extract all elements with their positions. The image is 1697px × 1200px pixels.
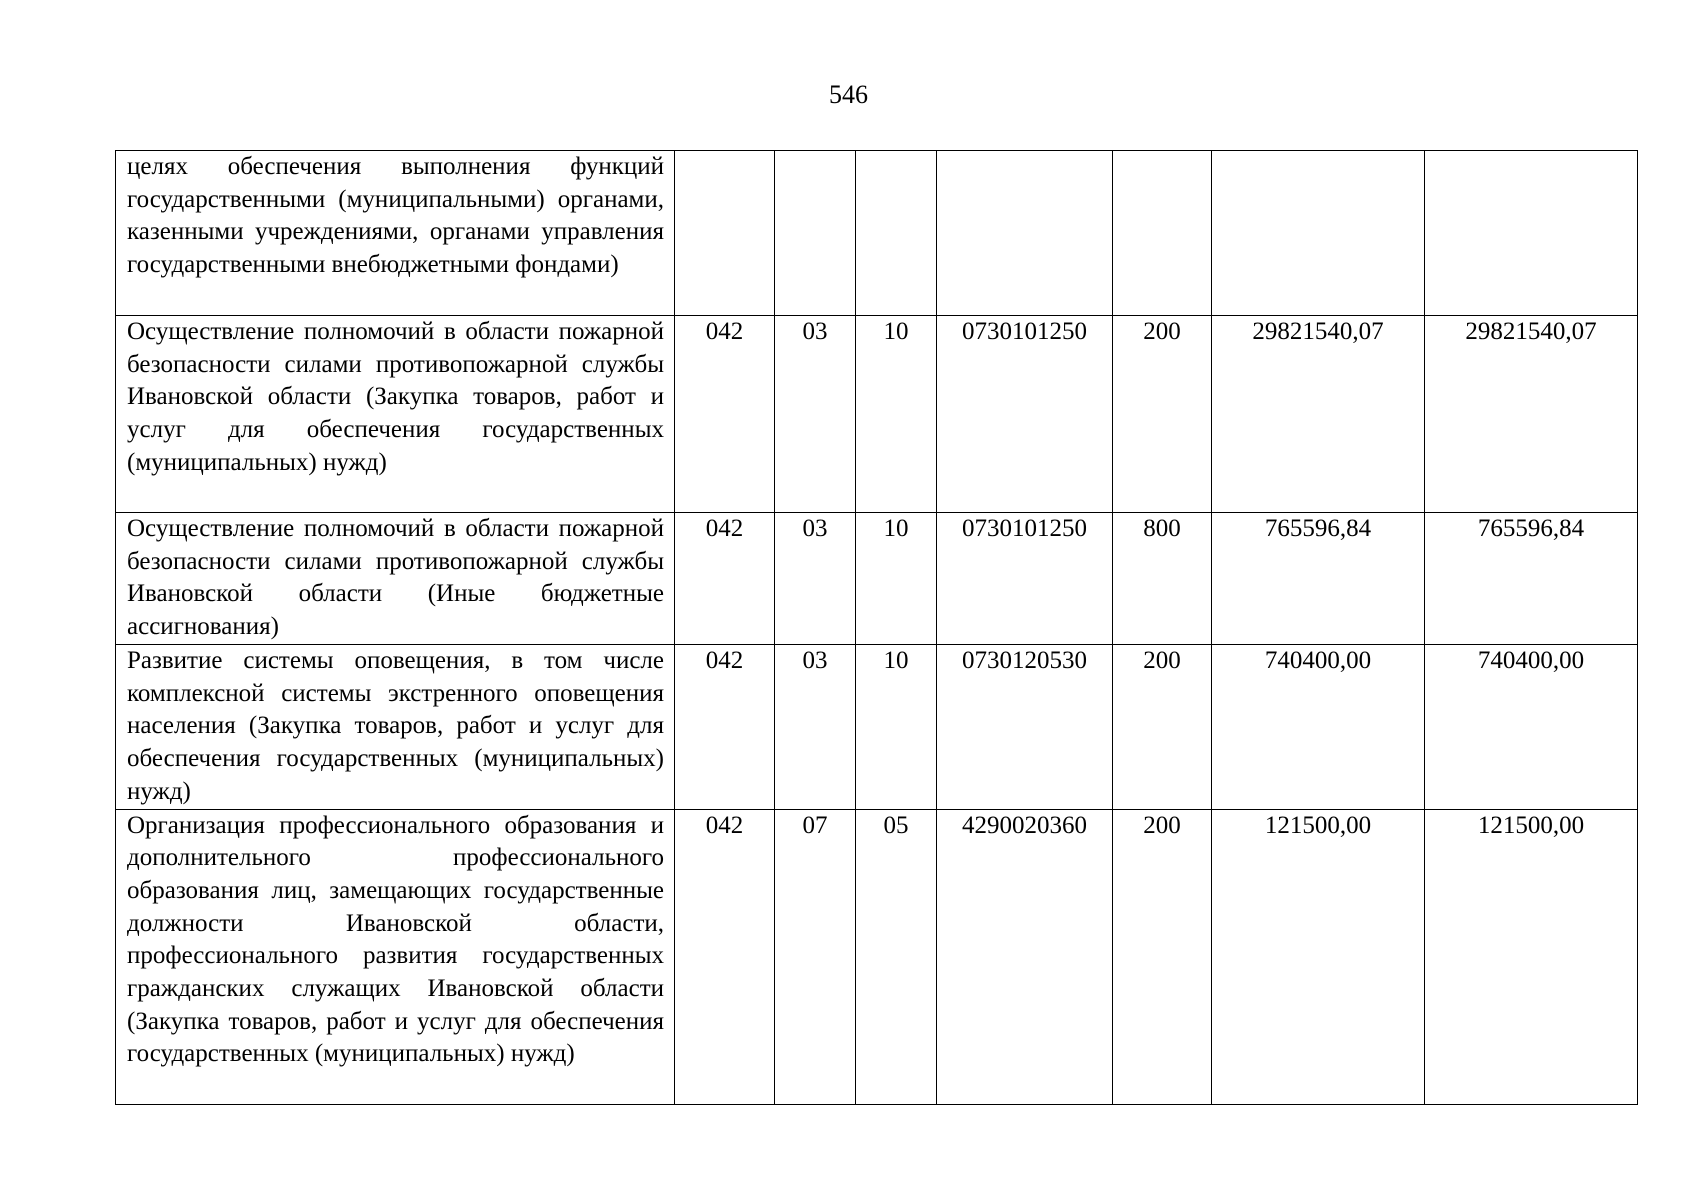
target-article-code: 4290020360 (937, 809, 1113, 1104)
table-row (116, 645, 1638, 810)
section-code: 03 (775, 513, 856, 645)
subsection-code: 10 (856, 513, 937, 645)
ministry-code: 042 (675, 809, 775, 1104)
section-code: 07 (775, 809, 856, 1104)
subsection-code (856, 151, 937, 316)
section-code: 03 (775, 645, 856, 810)
amount-2: 121500,00 (1425, 809, 1638, 1104)
table-row (116, 316, 1638, 513)
amount-1: 765596,84 (1212, 513, 1425, 645)
amount-2: 740400,00 (1425, 645, 1638, 810)
row-description: Развитие системы оповещения, в том числе комплексной системы экстренного оповещения населения (Закупка товаров, работ и услуг для обеспечения государственных (муниципальных) нужд) (116, 645, 675, 810)
amount-1: 121500,00 (1212, 809, 1425, 1104)
amount-1: 740400,00 (1212, 645, 1425, 810)
expense-type-code: 200 (1113, 316, 1212, 513)
table-row (116, 809, 1638, 1104)
row-description: Организация профессионального образования и дополнительного профессионального образования лиц, замещающих государственные должности Ивановской области, профессионального развития государственных гражданских служащих Ивановской области (Закупка товаров, работ и услуг для обеспечения государственных (муниципальных) нужд) (116, 809, 675, 1104)
subsection-code: 10 (856, 316, 937, 513)
amount-2: 29821540,07 (1425, 316, 1638, 513)
row-description: Осуществление полномочий в области пожарной безопасности силами противопожарной службы Ивановской области (Иные бюджетные ассигнования) (116, 513, 675, 645)
row-description: Осуществление полномочий в области пожарной безопасности силами противопожарной службы Ивановской области (Закупка товаров, работ и услуг для обеспечения государственных (муниципальных) нужд) (116, 316, 675, 513)
subsection-code: 10 (856, 645, 937, 810)
expense-type-code: 200 (1113, 645, 1212, 810)
page-number: 546 (829, 80, 868, 109)
table-row (116, 513, 1638, 645)
budget-table (115, 150, 1638, 1105)
target-article-code: 0730120530 (937, 645, 1113, 810)
expense-type-code: 200 (1113, 809, 1212, 1104)
target-article-code: 0730101250 (937, 316, 1113, 513)
expense-type-code (1113, 151, 1212, 316)
ministry-code: 042 (675, 645, 775, 810)
amount-2 (1425, 151, 1638, 316)
amount-1: 29821540,07 (1212, 316, 1425, 513)
expense-type-code: 800 (1113, 513, 1212, 645)
target-article-code: 0730101250 (937, 513, 1113, 645)
section-code: 03 (775, 316, 856, 513)
ministry-code: 042 (675, 513, 775, 645)
ministry-code (675, 151, 775, 316)
amount-2: 765596,84 (1425, 513, 1638, 645)
ministry-code: 042 (675, 316, 775, 513)
amount-1 (1212, 151, 1425, 316)
section-code (775, 151, 856, 316)
subsection-code: 05 (856, 809, 937, 1104)
target-article-code (937, 151, 1113, 316)
table-row (116, 151, 1638, 316)
row-description: целях обеспечения выполнения функций государственными (муниципальными) органами, казенными учреждениями, органами управления государственными внебюджетными фондами) (116, 151, 675, 316)
